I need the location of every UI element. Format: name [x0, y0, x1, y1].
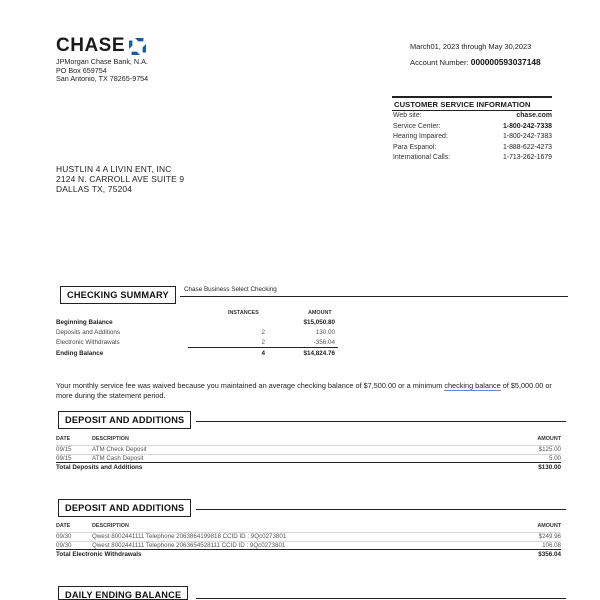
- summary-label: Beginning Balance: [56, 319, 113, 326]
- col-description: DESCRIPTION: [92, 523, 129, 529]
- cs-row: [392, 143, 552, 154]
- bank-address: [56, 58, 148, 84]
- table-row: [56, 445, 561, 454]
- logo-text: CHASE: [56, 35, 126, 56]
- account-number: 000000593037148: [470, 57, 541, 67]
- daily-balance-title: DAILY ENDING BALANCE: [58, 586, 188, 600]
- table-header: [56, 523, 561, 532]
- cs-label: Service Center:: [393, 122, 441, 130]
- table-row: [56, 541, 561, 550]
- cs-phone: 1-888-622-4273: [502, 143, 552, 151]
- summary-instances: 2: [261, 329, 265, 336]
- row-amount: $249.96: [538, 533, 561, 540]
- withdrawals-table: [56, 523, 561, 559]
- section-rule: [180, 296, 568, 297]
- cs-row: [392, 111, 552, 122]
- recipient-line: DALLAS TX, 75204: [56, 184, 133, 194]
- cs-phone: 1-713-262-1679: [502, 154, 552, 161]
- note-text: Your monthly service fee was waived because you maintained an average checking balance of $7,500.00 or a minimum: [56, 381, 445, 390]
- amount-header: AMOUNT: [308, 310, 332, 316]
- table-total: [56, 549, 561, 559]
- summary-amount: $14,824.76: [303, 350, 335, 357]
- recipient-address: [56, 164, 184, 194]
- cs-row: [392, 153, 552, 164]
- table-row: [56, 532, 561, 541]
- cs-label: International Calls:: [393, 154, 451, 161]
- row-date: 09/15: [56, 446, 72, 453]
- section-rule: [196, 598, 566, 599]
- customer-service-box: [392, 96, 552, 164]
- summary-amount: $15,050.80: [303, 319, 335, 326]
- row-description: ATM Check Deposit: [92, 446, 147, 453]
- col-date: DATE: [56, 436, 71, 442]
- cs-phone: 1-800-242-7383: [502, 133, 552, 140]
- product-name: Chase Business Select Checking: [184, 286, 277, 293]
- cs-row: [392, 132, 552, 143]
- statement-period: March01, 2023 through May 30,2023: [410, 42, 532, 51]
- summary-instances: 4: [261, 350, 265, 357]
- chase-logo: [56, 36, 146, 56]
- total-value: $130.00: [538, 464, 561, 472]
- checking-summary-title: CHECKING SUMMARY: [60, 286, 176, 304]
- row-amount: 5.00: [548, 454, 561, 462]
- total-label: Total Deposits and Additions: [56, 464, 143, 472]
- recipient-line: 2124 N. CARROLL AVE SUITE 9: [56, 174, 185, 184]
- col-date: DATE: [56, 523, 71, 529]
- section-rule: [196, 421, 566, 422]
- note-link[interactable]: checking balance: [444, 381, 501, 390]
- total-value: $356.04: [538, 551, 561, 559]
- row-date: 09/15: [56, 454, 72, 462]
- table-row: [56, 454, 561, 463]
- deposits-title: DEPOSIT AND ADDITIONS: [58, 411, 191, 429]
- cs-website[interactable]: chase.com: [516, 112, 552, 119]
- col-amount: AMOUNT: [537, 436, 561, 442]
- row-description: Qwest 8002441111 Telephone 2063864199818 CCID ID : 9Qc0273801: [92, 533, 287, 540]
- cs-label: Hearing Impaired:: [393, 133, 448, 140]
- chase-octagon-icon: [129, 38, 146, 55]
- summary-amount: 130.00: [315, 329, 335, 336]
- summary-label: Deposits and Additions: [56, 329, 121, 336]
- bank-address-line: PO Box 659754: [56, 65, 107, 75]
- row-amount: 106.08: [542, 541, 561, 549]
- cs-label: Para Espanol:: [393, 143, 437, 151]
- withdrawals-title: DEPOSIT AND ADDITIONS: [58, 499, 191, 517]
- summary-label: Ending Balance: [56, 350, 104, 357]
- row-amount: $125.00: [538, 446, 561, 453]
- customer-service-title: CUSTOMER SERVICE INFORMATION: [392, 96, 552, 111]
- row-description: Qwest 8002441111 Telephone 2063654528111 CCID ID : 9Qc0273801: [92, 541, 286, 549]
- summary-instances: 2: [261, 339, 265, 346]
- col-amount: AMOUNT: [537, 523, 561, 529]
- section-rule: [196, 509, 566, 510]
- cs-label: Web site:: [393, 112, 422, 119]
- bank-address-line: San Antonio, TX 78265-9754: [56, 74, 149, 84]
- account-number-label: Account Number:: [410, 58, 469, 67]
- row-description: ATM Cash Deposit: [92, 454, 144, 462]
- cs-phone: 1-800-242-7338: [502, 122, 552, 130]
- table-total: [56, 462, 561, 472]
- total-label: Total Electronic Withdrawals: [56, 551, 142, 559]
- row-date: 09/30: [56, 533, 72, 540]
- recipient-line: HUSTLIN 4 A LIVIN ENT, INC: [56, 164, 172, 174]
- service-fee-note: [56, 381, 556, 400]
- table-header: [56, 436, 561, 445]
- summary-label: Electronic Withdrawals: [56, 339, 120, 346]
- account-number-line: [410, 57, 541, 67]
- instances-header: INSTANCES: [228, 310, 259, 316]
- deposits-table: [56, 436, 561, 472]
- bank-address-line: JPMorgan Chase Bank, N.A.: [56, 57, 148, 66]
- note-text: of $5,000.00 or more during the statement period.: [56, 381, 552, 400]
- col-description: DESCRIPTION: [92, 436, 129, 442]
- summary-amount: -356.04: [313, 339, 335, 346]
- cs-row: [392, 122, 552, 133]
- row-date: 09/30: [56, 541, 72, 549]
- summary-rule: [188, 347, 338, 348]
